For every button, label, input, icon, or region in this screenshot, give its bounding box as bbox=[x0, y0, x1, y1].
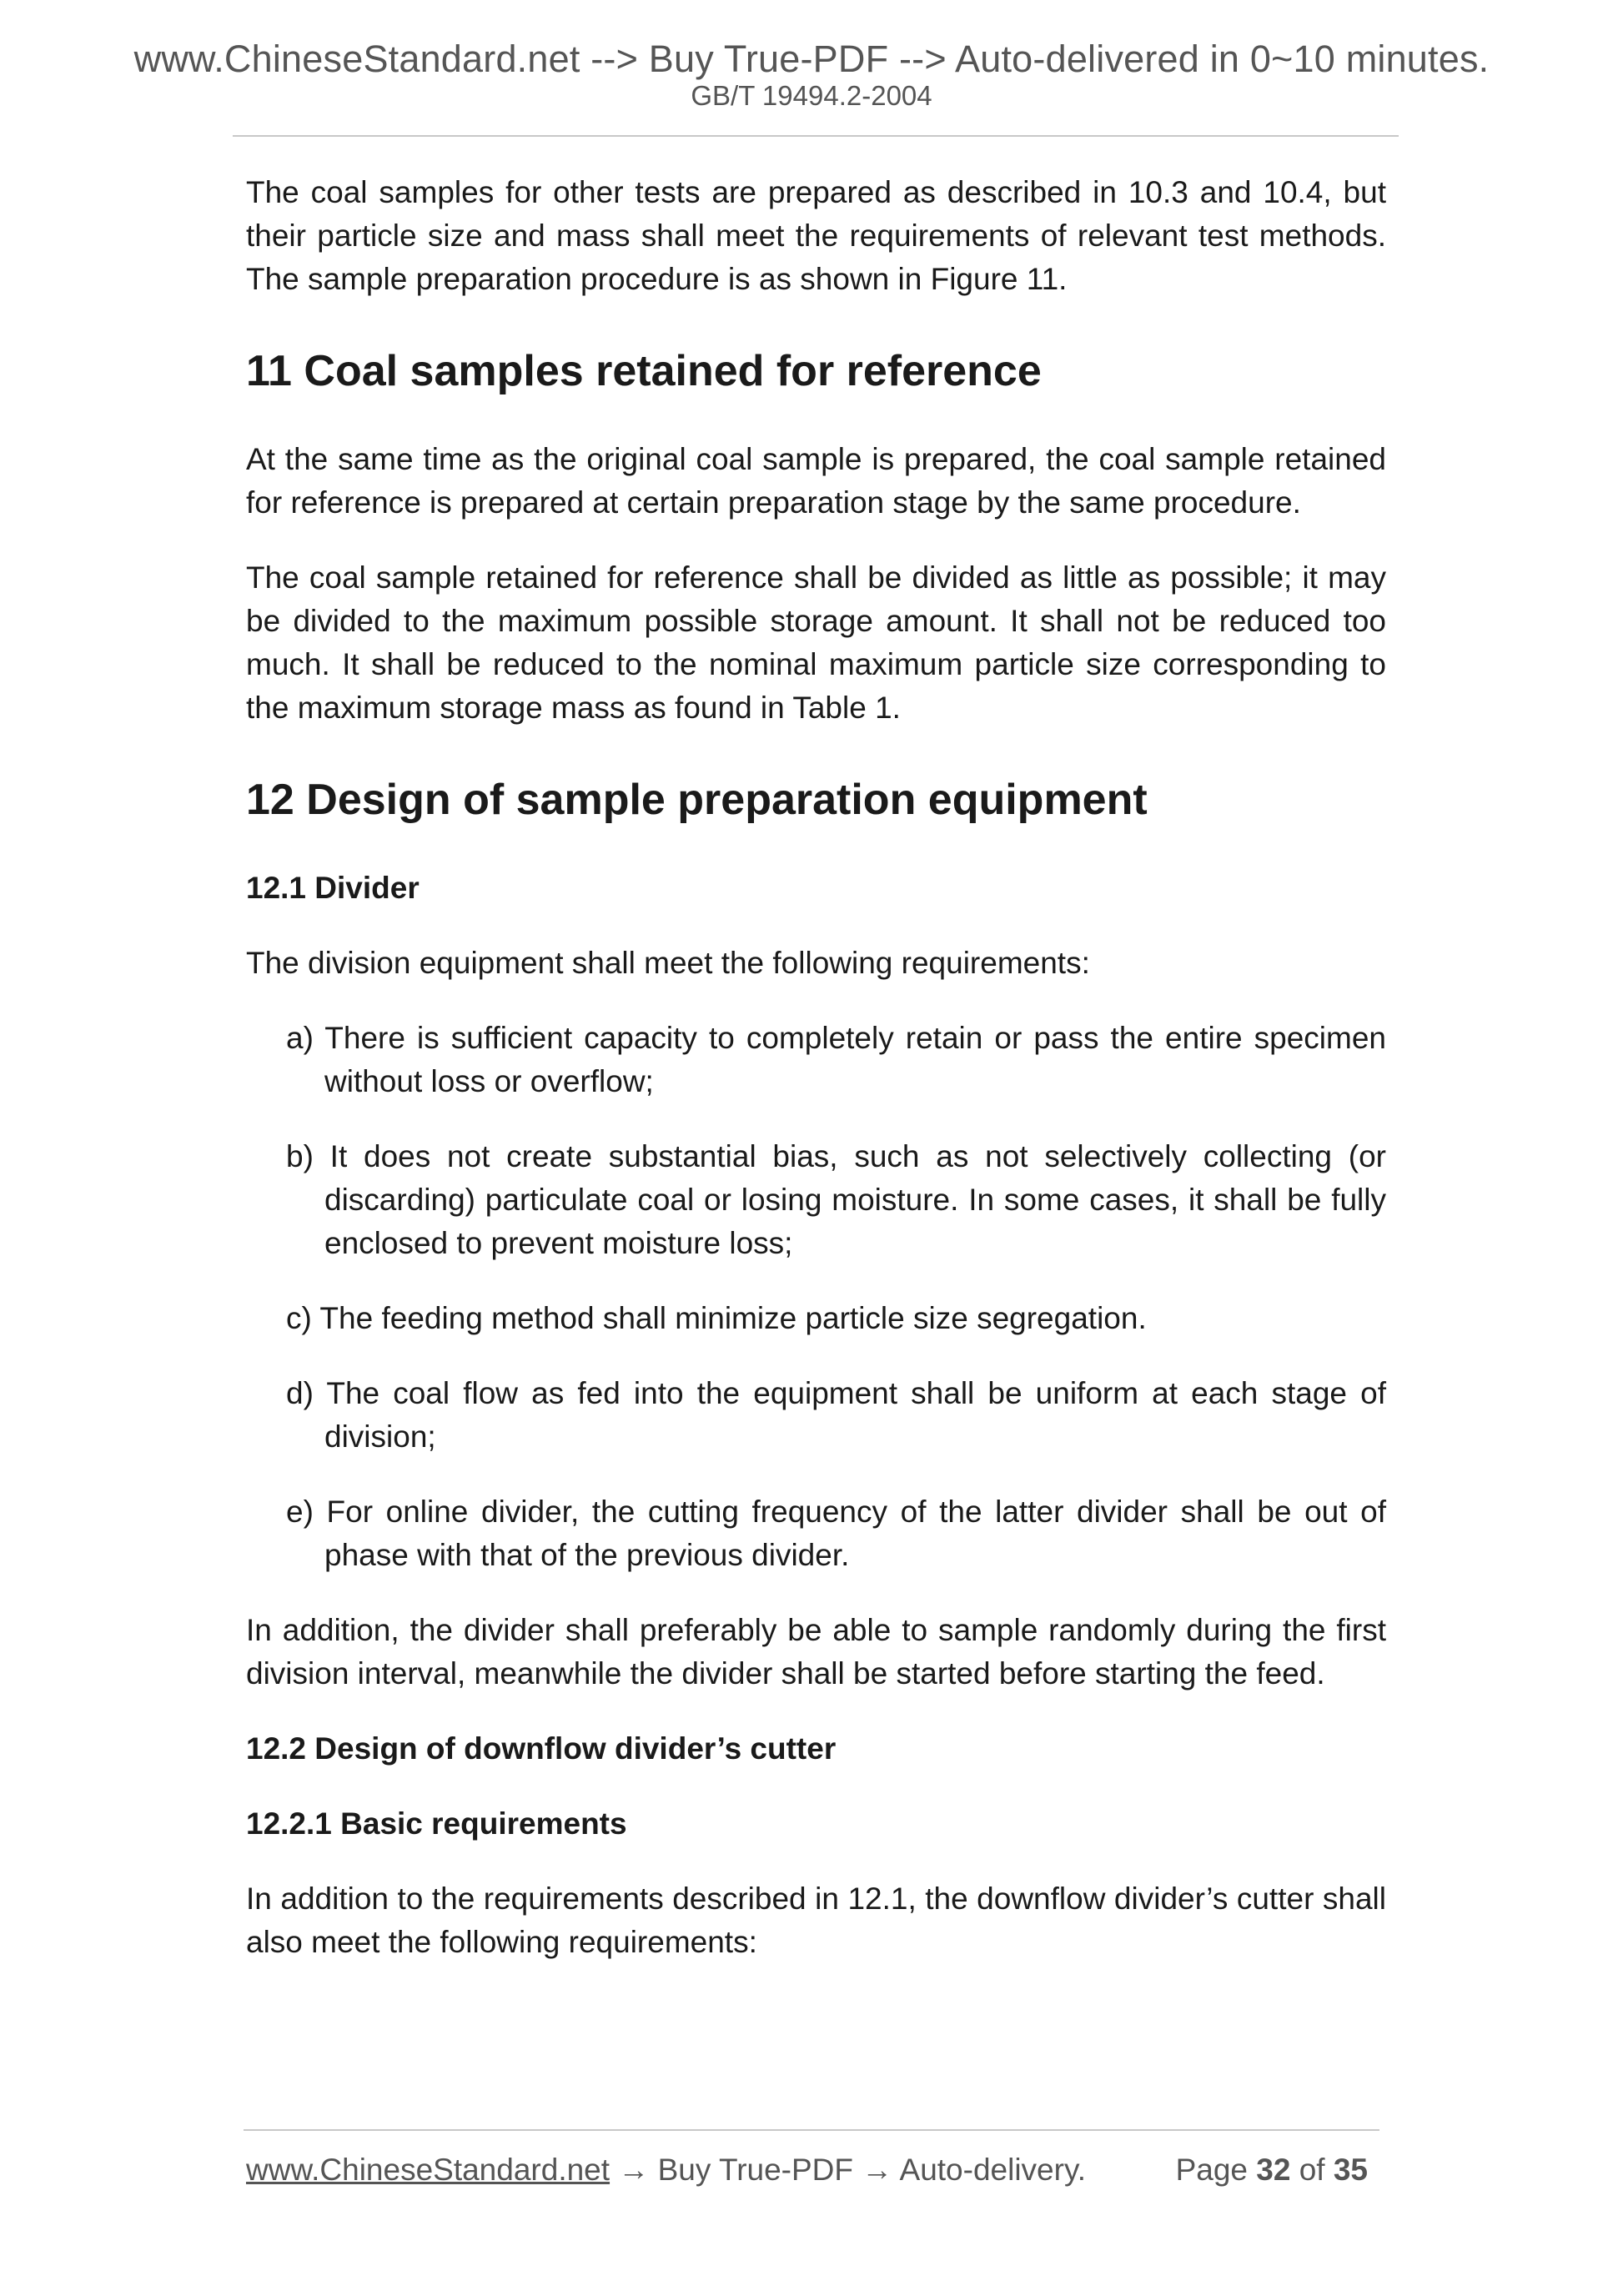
requirement-item-c: c) The feeding method shall minimize particle size segregation. bbox=[286, 1301, 1147, 1335]
page-total: 35 bbox=[1333, 2153, 1368, 2187]
header-divider bbox=[233, 135, 1399, 137]
section-11-heading: 11 Coal samples retained for reference bbox=[246, 347, 1042, 395]
subsection-12-2-1-paragraph: In addition to the requirements described in 12.1, the downflow divider’s cutter shall also meet the following requirements: bbox=[246, 1882, 1386, 1959]
footer-site-link[interactable]: www.ChineseStandard.net bbox=[246, 2153, 611, 2187]
subsection-12-2-1-heading: 12.2.1 Basic requirements bbox=[246, 1806, 627, 1841]
footer-divider bbox=[244, 2129, 1379, 2131]
footer-tagline: → Buy True-PDF → Auto-delivery. bbox=[610, 2153, 1086, 2187]
requirement-item-a: a) There is sufficient capacity to completely retain or pass the entire specimen without loss or overflow; bbox=[286, 1021, 1386, 1098]
page-label: Page bbox=[1175, 2153, 1248, 2187]
section-11-paragraph-2: The coal sample retained for reference shall be divided as little as possible; it may be divided to the maximum possible storage amount. It shall not be reduced too much. It shall be reduced to the nominal maximum particle size corresponding to the maximum storage mass as found in Table 1. bbox=[246, 560, 1386, 725]
of-label: of bbox=[1299, 2153, 1325, 2187]
section-11-paragraph-1: At the same time as the original coal sample is prepared, the coal sample retained for reference is prepared at certain preparation stage by the same procedure. bbox=[246, 442, 1386, 520]
page-content bbox=[246, 171, 1386, 1996]
subsection-12-1-intro: The division equipment shall meet the following requirements: bbox=[246, 946, 1090, 980]
requirement-item-e: e) For online divider, the cutting frequency of the latter divider shall be out of phase with that of the previous divider. bbox=[286, 1495, 1386, 1572]
requirement-item-d: d) The coal flow as fed into the equipment shall be uniform at each stage of division; bbox=[286, 1376, 1386, 1454]
intro-paragraph: The coal samples for other tests are prepared as described in 10.3 and 10.4, but their particle size and mass shall meet the requirements of relevant test methods. The sample preparation procedure is as shown in Figure 11. bbox=[246, 175, 1386, 296]
subsection-12-1-heading: 12.1 Divider bbox=[246, 871, 420, 905]
site-banner: www.ChineseStandard.net --> Buy True-PDF --> Auto-delivered in 0~10 minutes. bbox=[133, 38, 1490, 80]
page-current: 32 bbox=[1256, 2153, 1291, 2187]
requirement-item-b: b) It does not create substantial bias, such as not selectively collecting (or discarding) particulate coal or losing moisture. In some cases, it shall be fully enclosed to prevent moisture loss; bbox=[286, 1139, 1386, 1260]
document-code: GB/T 19494.2-2004 bbox=[691, 80, 932, 111]
subsection-12-1-closing: In addition, the divider shall preferably be able to sample randomly during the first division interval, meanwhile the divider shall be started before starting the feed. bbox=[246, 1613, 1386, 1691]
section-12-heading: 12 Design of sample preparation equipment bbox=[246, 776, 1148, 824]
page-indicator bbox=[1176, 2152, 1368, 2188]
subsection-12-2-heading: 12.2 Design of downflow divider’s cutter bbox=[246, 1731, 837, 1766]
page-footer bbox=[246, 2152, 1386, 2188]
